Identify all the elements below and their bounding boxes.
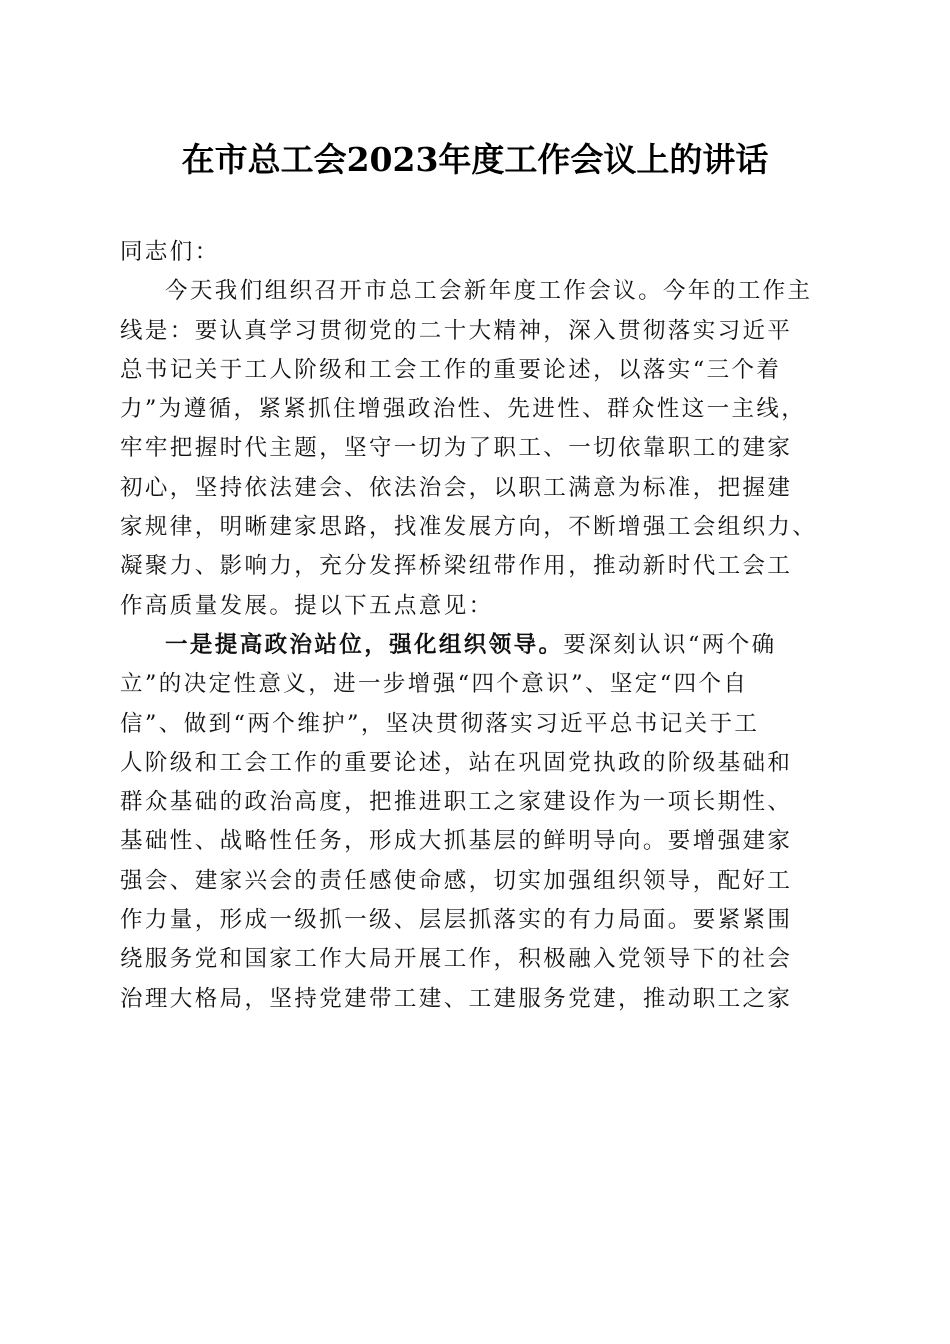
paragraph-1-line: 总书记关于工人阶级和工会工作的重要论述，以落实“三个着: [120, 356, 782, 383]
paragraph-2-line: 人阶级和工会工作的重要论述，站在巩固党执政的阶级基础和: [120, 749, 793, 776]
paragraph-2-line: 绕服务党和国家工作大局开展工作，积极融入党领导下的社会: [120, 946, 793, 973]
paragraph-1-line: 今天我们组织召开市总工会新年度工作会议。今年的工作主: [165, 278, 813, 305]
paragraph-2-line: 强会、建家兴会的责任感使命感，切实加强组织领导，配好工: [120, 867, 793, 894]
paragraph-2-line: 立”的决定性意义，进一步增强“四个意识”、坚定“四个自: [120, 671, 749, 698]
paragraph-2-first-line: [120, 626, 828, 665]
paragraph-2-line: 作力量，形成一级抓一级、层层抓落实的有力局面。要紧紧围: [120, 907, 793, 934]
paragraph-2-line: 信”、做到“两个维护”，坚决贯彻落实习近平总书记关于工: [120, 710, 760, 737]
salutation: 同志们：: [120, 239, 220, 265]
paragraph-1-line: 线是：要认真学习贯彻党的二十大精神，深入贯彻落实习近平: [120, 317, 793, 344]
paragraph-1-line: 初心，坚持依法建会、依法治会，以职工满意为标准，把握建: [120, 474, 793, 501]
paragraph-2-first-line-rest: 要深刻认识“两个确: [563, 631, 777, 658]
document-body: [120, 233, 828, 1019]
paragraph-1-line: 作高质量发展。提以下五点意见：: [120, 592, 494, 619]
paragraph-2-line: 基础性、战略性任务，形成大抓基层的鲜明导向。要增强建家: [120, 828, 793, 855]
paragraph-1-line: 家规律，明晰建家思路，找准发展方向，不断增强工会组织力、: [120, 514, 818, 541]
paragraph-1-line: 牢牢把握时代主题，坚守一切为了职工、一切依靠职工的建家: [120, 435, 793, 462]
document-title: 在市总工会2023年度工作会议上的讲话: [181, 140, 769, 179]
paragraph-2-line: 群众基础的政治高度，把推进职工之家建设作为一项长期性、: [120, 789, 793, 816]
paragraph-2-heading: 一是提高政治站位，强化组织领导。: [165, 631, 564, 658]
paragraph-1-line: 力”为遵循，紧紧抓住增强政治性、先进性、群众性这一主线，: [120, 396, 807, 423]
paragraph-1-line: 凝聚力、影响力，充分发挥桥梁纽带作用，推动新时代工会工: [120, 553, 793, 580]
paragraph-2-line: 治理大格局，坚持党建带工建、工建服务党建，推动职工之家: [120, 985, 793, 1012]
